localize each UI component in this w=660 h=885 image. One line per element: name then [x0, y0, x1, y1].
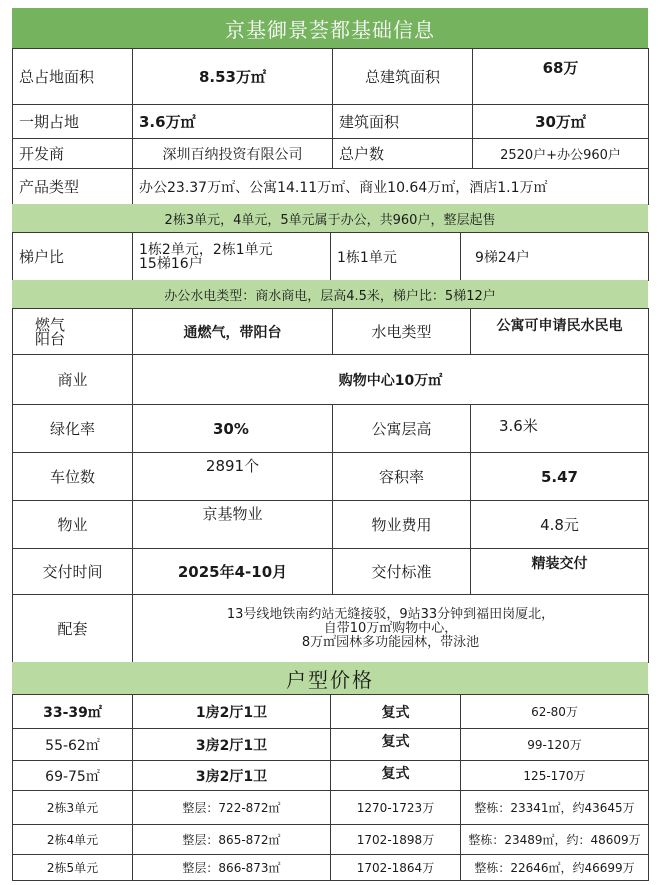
- unit-name: 2栋4单元: [13, 825, 133, 855]
- table-row: [13, 501, 649, 549]
- table-row: [13, 355, 649, 405]
- table-row: [13, 453, 649, 501]
- ladder-ratio-b: 1栋1单元: [331, 233, 461, 281]
- value-phase1-land: 3.6万㎡: [133, 105, 333, 139]
- table-row: [13, 695, 649, 729]
- unit-total-price: 1270-1723万: [331, 791, 461, 825]
- page-title: 京基御景荟都基础信息: [225, 17, 435, 42]
- ladder-ratio-c: 9梯24户: [461, 233, 649, 281]
- value-greening-rate: 30%: [133, 405, 333, 453]
- label-product-type: 产品类型: [13, 169, 133, 205]
- value-amenities: [133, 595, 649, 663]
- table-row: [13, 595, 649, 663]
- label-utility-type: 水电类型: [333, 309, 471, 355]
- label-gas-balcony: [13, 309, 133, 355]
- office-note-band: [12, 204, 648, 232]
- label-amenities: 配套: [13, 595, 133, 663]
- value-commerce: 购物中心10万㎡: [133, 355, 649, 405]
- ladder-table: [12, 232, 649, 281]
- unit-name: 2栋3单元: [13, 791, 133, 825]
- value-delivery-time: 2025年4-10月: [133, 549, 333, 595]
- unit-total-price: 1702-1864万: [331, 855, 461, 881]
- office-utility-note: 办公水电类型：商水商电，层高4.5米，梯户比：5梯12户: [164, 288, 496, 304]
- price-layout: 1房2厅1卫: [133, 695, 331, 729]
- price-range: 62-80万: [461, 695, 649, 729]
- price-range: 99-120万: [461, 729, 649, 761]
- value-utility-type: 公寓可申请民水民电: [471, 309, 649, 355]
- project-info-table: [12, 308, 649, 663]
- value-total-building: 68万: [473, 49, 649, 105]
- unit-name: 2栋5单元: [13, 855, 133, 881]
- value-property-management: 京基物业: [133, 501, 333, 549]
- price-title-band: [12, 662, 648, 694]
- table-row: [13, 791, 649, 825]
- ladder-ratio-a-line2: 15梯16户: [139, 255, 203, 272]
- value-total-land: 8.53万㎡: [133, 49, 333, 105]
- table-row: [13, 105, 649, 139]
- label-property-management: 物业: [13, 501, 133, 549]
- value-building-area: 30万㎡: [473, 105, 649, 139]
- label-delivery-time: 交付时间: [13, 549, 133, 595]
- value-parking: 2891个: [133, 453, 333, 501]
- amenities-line-2: 自带10万㎡购物中心，: [323, 620, 458, 636]
- table-row: [13, 169, 649, 205]
- price-area: 55-62㎡: [13, 729, 133, 761]
- label-total-building: 总建筑面积: [333, 49, 473, 105]
- value-product-type: 办公23.37万㎡、公寓14.11万㎡、商业10.64万㎡，酒店1.1万㎡: [133, 169, 649, 205]
- price-layout: 3房2厅1卫: [133, 761, 331, 791]
- amenities-line-1: 13号线地铁南约站无缝接驳，9站33分钟到福田岗厦北，: [226, 606, 555, 622]
- price-layout: 3房2厅1卫: [133, 729, 331, 761]
- value-households: 2520户+办公960户: [473, 139, 649, 169]
- label-total-land: 总占地面积: [13, 49, 133, 105]
- table-row: [13, 309, 649, 355]
- label-gas: 燃气: [35, 315, 66, 334]
- office-note: 2栋3单元，4单元，5单元属于办公，共960户，整层起售: [164, 212, 496, 228]
- label-ladder-ratio: 梯户比: [13, 233, 133, 281]
- unit-floor-area: 整层：722-872㎡: [133, 791, 331, 825]
- price-type: 复式: [331, 695, 461, 729]
- unit-whole-building: 整栋：22646㎡，约46699万: [461, 855, 649, 881]
- table-row: [13, 233, 649, 281]
- value-delivery-standard: 精装交付: [471, 549, 649, 595]
- unit-floor-area: 整层：865-872㎡: [133, 825, 331, 855]
- value-gas-balcony: 通燃气，带阳台: [133, 309, 333, 355]
- label-property-fee: 物业费用: [333, 501, 471, 549]
- amenities-line-3: 8万㎡园林多功能园林，带泳池: [301, 634, 480, 650]
- table-row: [13, 825, 649, 855]
- unit-whole-building: 整栋：23341㎡，约43645万: [461, 791, 649, 825]
- title-band: [12, 8, 648, 48]
- table-row: [13, 139, 649, 169]
- ladder-ratio-a-line1: 1栋2单元，2栋1单元: [139, 241, 273, 258]
- label-far: 容积率: [333, 453, 471, 501]
- table-row: [13, 729, 649, 761]
- price-section-title: 户型价格: [286, 667, 374, 692]
- table-row: [13, 549, 649, 595]
- label-phase1-land: 一期占地: [13, 105, 133, 139]
- price-area: 33-39㎡: [13, 695, 133, 729]
- label-parking: 车位数: [13, 453, 133, 501]
- price-range: 125-170万: [461, 761, 649, 791]
- price-area: 69-75㎡: [13, 761, 133, 791]
- label-balcony: 阳台: [35, 329, 66, 348]
- ladder-ratio-a: [133, 233, 331, 281]
- label-commerce: 商业: [13, 355, 133, 405]
- info-sheet: [12, 8, 648, 880]
- value-far: 5.47: [471, 453, 649, 501]
- label-apartment-height: 公寓层高: [333, 405, 471, 453]
- label-developer: 开发商: [13, 139, 133, 169]
- table-row: [13, 405, 649, 453]
- price-type: 复式: [331, 761, 461, 791]
- table-row: [13, 761, 649, 791]
- unit-floor-area: 整层：866-873㎡: [133, 855, 331, 881]
- price-table: [12, 694, 649, 881]
- office-utility-band: [12, 280, 648, 308]
- label-households: 总户数: [333, 139, 473, 169]
- unit-total-price: 1702-1898万: [331, 825, 461, 855]
- table-row: [13, 855, 649, 881]
- unit-whole-building: 整栋：23489㎡，约：48609万: [461, 825, 649, 855]
- table-row: [13, 49, 649, 105]
- value-developer: 深圳百纳投资有限公司: [133, 139, 333, 169]
- label-greening-rate: 绿化率: [13, 405, 133, 453]
- price-type: 复式: [331, 729, 461, 761]
- value-apartment-height: 3.6米: [471, 405, 649, 453]
- basic-info-table: [12, 48, 649, 205]
- label-delivery-standard: 交付标准: [333, 549, 471, 595]
- label-building-area: 建筑面积: [333, 105, 473, 139]
- value-property-fee: 4.8元: [471, 501, 649, 549]
